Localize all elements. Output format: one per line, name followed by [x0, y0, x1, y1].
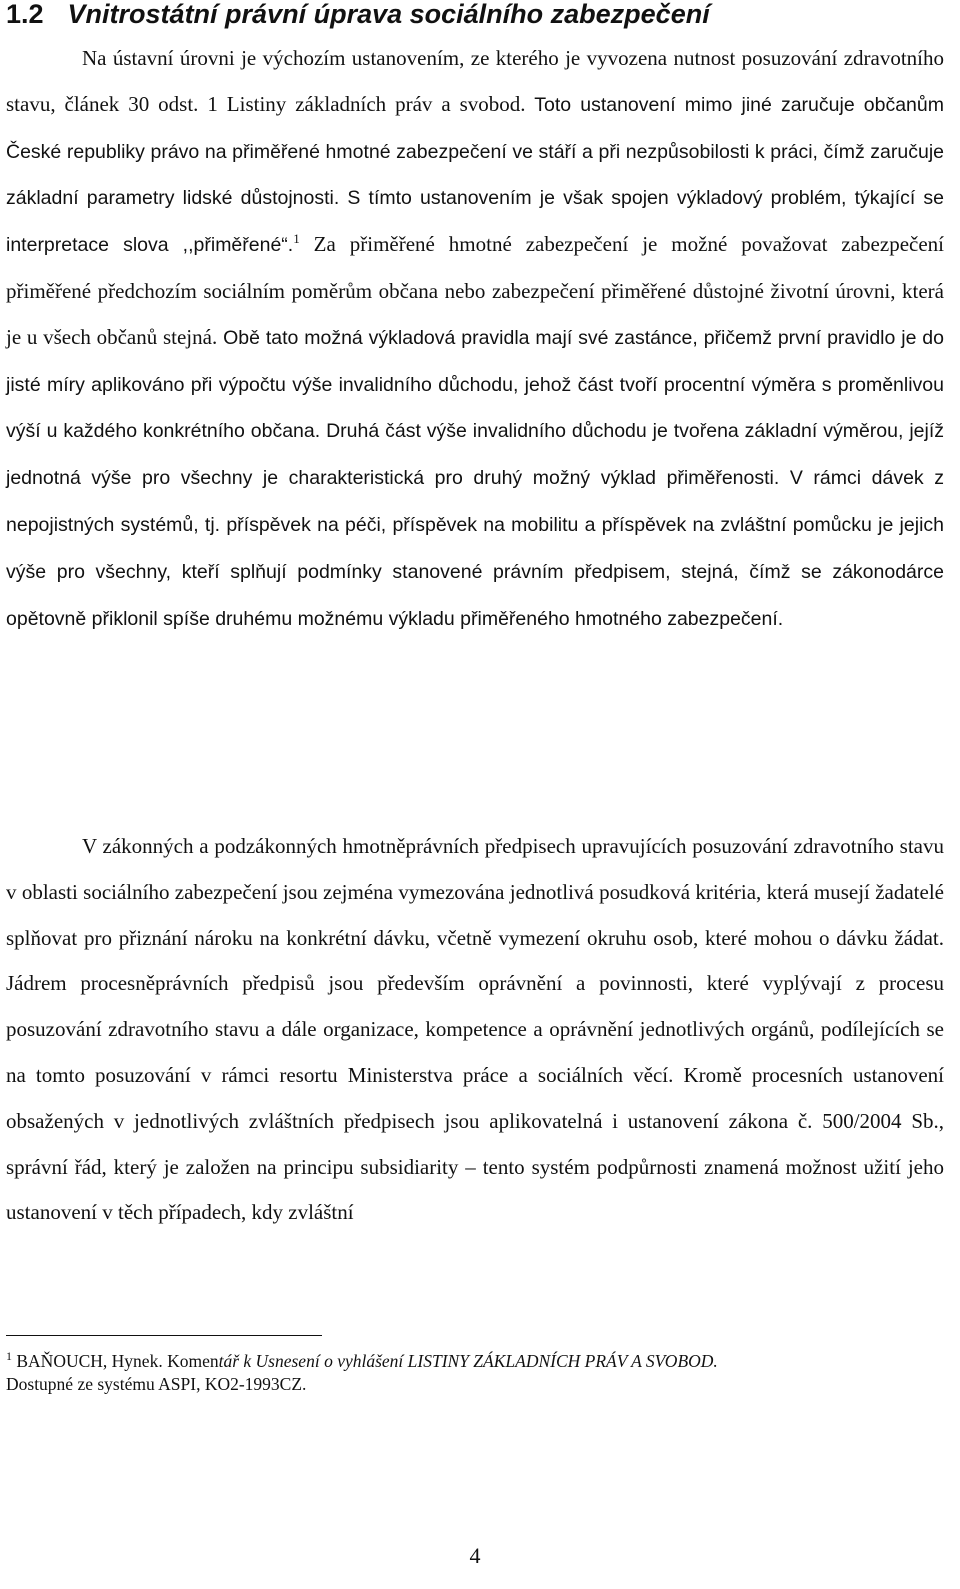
footnote-source: Dostupné ze systému ASPI, KO2-1993CZ. [6, 1374, 307, 1394]
paragraph-1-sentence-4: Obě tato možná výkladová pravidla mají své zastánce, přičemž první pravidlo je do jisté míry aplikováno při výpočtu výše invalidního důchodu, jehož část tvoří procentní výměra s proměnlivou výší u každého konkrétního občana. Druhá část výše invalidního důchodu je tvořena základní výměrou, jejíž jednotná výše pro všechny je charakteristická pro druhý možný výklad přiměřenosti. V rámci dávek z nepojistných systémů, tj. příspěvek na péči, příspěvek na mobilitu a příspěvek na zvláštní pomůcku je jejich výše pro všechny, kteří splňují podmínky stanovené právním předpisem, stejná, čímž se zákonodárce opětovně přiklonil spíše druhému možnému výkladu přiměřeného hmotného zabezpečení. [6, 326, 944, 630]
section-title: Vnitrostátní právní úprava sociálního zabezpečení [67, 0, 710, 29]
section-heading [6, 0, 944, 30]
paragraph-1-sentence-3: Za přiměřené hmotné zabezpečení je možné považovat zabezpečení přiměřené předchozím sociálním poměrům občana nebo zabezpečení přiměřené důstojné životní úrovni, která je u všech občanů stejná. [6, 232, 944, 349]
page-number: 4 [469, 1543, 481, 1568]
footnote-title: tář k Usnesení o vyhlášení LISTINY ZÁKLADNÍCH PRÁV A SVOBOD. [218, 1351, 718, 1371]
footnote-divider [6, 1335, 322, 1336]
footnote [6, 1350, 944, 1396]
footnote-reference[interactable]: 1 [293, 231, 300, 247]
footnote-author: BAŇOUCH, Hynek. Komen [12, 1351, 219, 1371]
section-number: 1.2 [6, 0, 44, 29]
paragraph-1 [6, 36, 944, 642]
footnote-mark: 1 [6, 1349, 12, 1364]
paragraph-2: V zákonných a podzákonných hmotněprávních předpisech upravujících posuzování zdravotního stavu v oblasti sociálního zabezpečení jsou zejména vymezována jednotlivá posudková kritéria, která musejí žadatelé splňovat pro přiznání nároku na konkrétní dávku, včetně vymezení okruhu osob, které mohou o dávku žádat. Jádrem procesněprávních předpisů jsou především oprávnění a povinnosti, které vyplývají z procesu posuzování zdravotního stavu a dále organizace, kompetence a oprávnění jednotlivých orgánů, podílejících se na tomto posuzování v rámci resortu Ministerstva práce a sociálních věcí. Kromě procesních ustanovení obsažených v jednotlivých zvláštních předpisech jsou aplikovatelná i ustanovení zákona č. 500/2004 Sb., správní řád, který je založen na principu subsidiarity – tento systém podpůrnosti znamená možnost užití jeho ustanovení v těch případech, kdy zvláštní [6, 834, 944, 1225]
paragraph-1-sentence-1: Na ústavní úrovni je výchozím ustanovením, ze kterého je vyvozena nutnost posuzování zdravotního stavu, článek 30 odst. 1 Listiny základních práv a svobod. [6, 46, 944, 116]
paragraph-1-sentence-2: Toto ustanovení mimo jiné zaručuje občanům České republiky právo na přiměřené hmotné zabezpečení ve stáří a při nezpůsobilosti k práci, čímž zaručuje základní parametry lidské důstojnosti. S tímto ustanovením je však spojen výkladový problém, týkající se interpretace slova ,,přiměřené“. [6, 93, 944, 257]
